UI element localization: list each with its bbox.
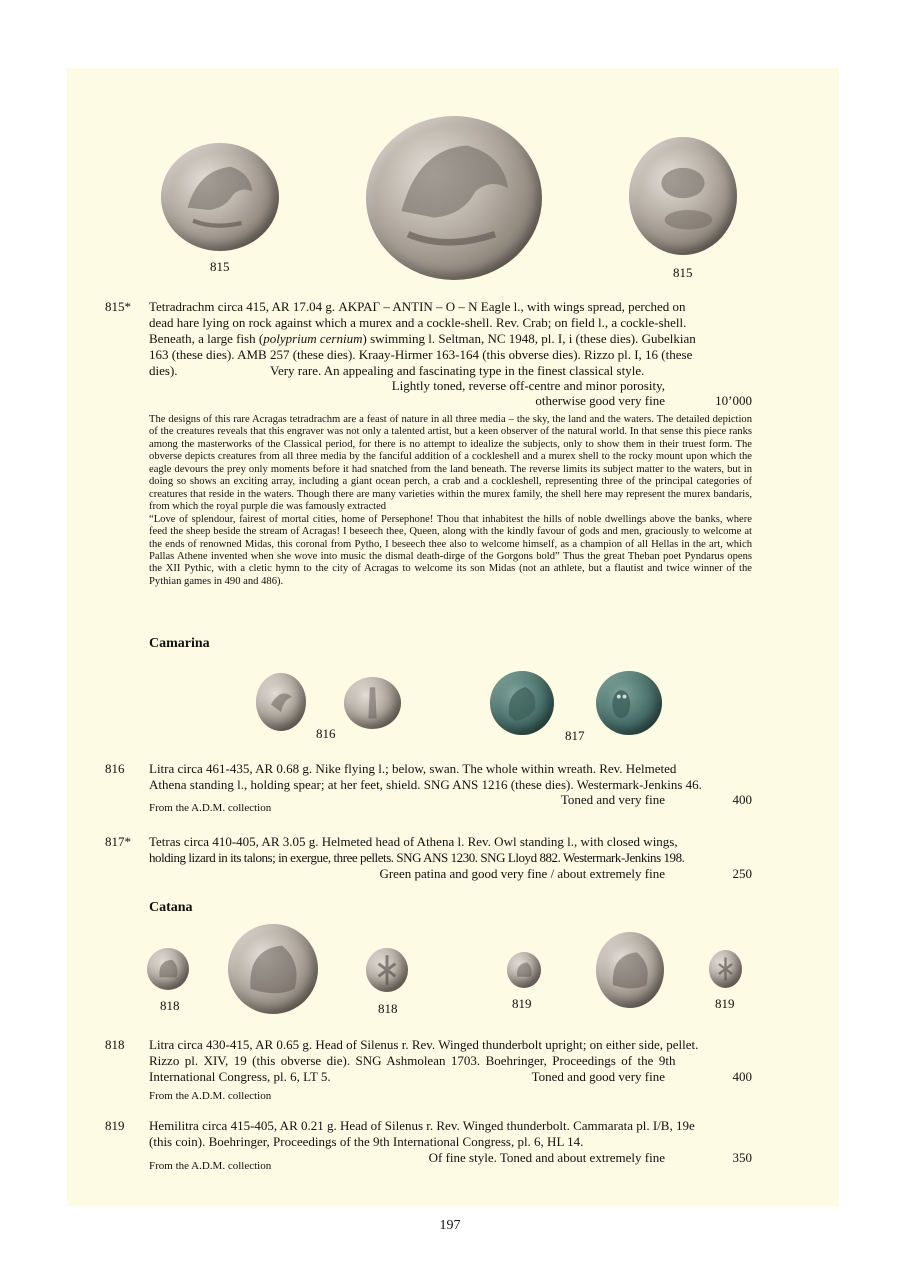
lot-text: ) swimming l. Seltman, NC 1948, pl. I, i (these dies). Gubelkian <box>362 331 696 346</box>
eagle-icon <box>161 143 279 251</box>
lot-line: Hemilitra circa 415-405, AR 0.21 g. Head of Silenus r. Rev. Winged thunderbolt. Cammarata pl. I/B, 19e <box>149 1118 695 1133</box>
lot-price: 400 <box>732 1069 752 1084</box>
lot-number: 817* <box>105 834 131 849</box>
page-number: 197 <box>439 1218 461 1233</box>
lot-description <box>149 761 752 793</box>
lot-line: (this coin). Boehringer, Proceedings of the 9th International Congress, pl. 6, HL 14. <box>149 1134 584 1149</box>
lot-price: 400 <box>732 792 752 807</box>
thunderbolt-icon <box>366 948 408 992</box>
athena-icon <box>344 677 401 729</box>
lot-line <box>149 331 752 347</box>
lot-provenance: From the A.D.M. collection <box>149 802 272 814</box>
lot-number: 818 <box>105 1037 125 1052</box>
lot-line: holding lizard in its talons; in exergue, three pellets. SNG ANS 1230. SNG Lloyd 882. Westermark-Jenkins 198. <box>149 850 685 865</box>
section-heading: Camarina <box>149 636 210 651</box>
lot-line: dies). <box>149 363 178 378</box>
coin-819-reverse-image <box>709 950 742 988</box>
lot-number: 815* <box>105 299 131 314</box>
lot-text: Beneath, a large fish ( <box>149 331 264 346</box>
lot-provenance: From the A.D.M. collection <box>149 1160 272 1172</box>
lot-description <box>149 1118 752 1150</box>
plate-label: 819 <box>512 996 532 1011</box>
essay-paragraph: “Love of splendour, fairest of mortal cities, home of Persephone! Thou that inhabitest the hills of noble dwellings above the banks, where feed the sheep beside the stream of Acragas! I beseech thee, Queen, along with the kindly favour of gods and men, graciously to welcome at the ends of renowned Midas, this coronal from Pytho, I beseech thee also to welcome himself, as a champion of all Hellas in the art, which Pallas Athene invented when she wove into music the dismal death-dirge of the Gorgons bold” Thus the great Theban poet Pyndarus opens the XII Pythic, with a cletic hymn to the city of Acragas to welcome its son Midas (not an athlete, but a flautist and twice winner of the Pythian games in 490 and 486). <box>149 513 752 587</box>
coin-815-reverse-image <box>629 137 737 255</box>
lot-line: 163 (these dies). AMB 257 (these dies). Kraay-Hirmer 163-164 (this obverse dies). Rizzo pl. I, 16 (these <box>149 347 693 362</box>
lot-line: Athena standing l., holding spear; at her feet, shield. SNG ANS 1216 (these dies). Westermark-Jenkins 46. <box>149 777 702 792</box>
nike-icon <box>256 673 306 731</box>
silenus-head-icon <box>507 952 541 988</box>
lot-condition: Toned and very fine <box>560 792 665 807</box>
coin-819-obverse-enlarged-image <box>596 932 664 1008</box>
silenus-head-icon <box>596 932 664 1008</box>
owl-icon <box>596 671 662 735</box>
coin-818-obverse-image <box>147 948 189 990</box>
lot-line: Rizzo pl. XIV, 19 (this obverse die). SNG Ashmolean 1703. Boehringer, Proceedings of the 9th <box>149 1053 676 1068</box>
lot-number: 819 <box>105 1118 125 1133</box>
lot-line: Tetradrachm circa 415, AR 17.04 g. ΑΚΡΑΓ – ΑΝΤΙΝ – Ο – Ν Eagle l., with wings spread, perched on <box>149 299 686 314</box>
lot-line: Litra circa 430-415, AR 0.65 g. Head of Silenus r. Rev. Winged thunderbolt upright; on either side, pellet. <box>149 1037 699 1052</box>
lot-line: Tetras circa 410-405, AR 3.05 g. Helmeted head of Athena l. Rev. Owl standing l., with closed wings, <box>149 834 678 849</box>
coin-818-obverse-enlarged-image <box>228 924 318 1014</box>
coin-817-reverse-image <box>596 671 662 735</box>
coin-815-obverse-image <box>161 143 279 251</box>
lot-condition: otherwise good very fine <box>535 393 665 408</box>
lot-line: dead hare lying on rock against which a murex and a cockle-shell. Rev. Crab; on field l., a cockle-shell. <box>149 315 687 330</box>
section-heading: Catana <box>149 900 193 915</box>
lot-price: 10’000 <box>715 393 752 408</box>
lot-line: Litra circa 461-435, AR 0.68 g. Nike flying l.; below, swan. The whole within wreath. Rev. Helmeted <box>149 761 677 776</box>
lot-essay <box>149 414 752 588</box>
silenus-head-icon <box>147 948 189 990</box>
lot-provenance: From the A.D.M. collection <box>149 1090 272 1102</box>
lot-rarity: Very rare. An appealing and fascinating type in the finest classical style. <box>270 363 645 378</box>
plate-label: 815 <box>210 259 230 274</box>
coin-815-obverse-enlarged-image <box>366 116 542 280</box>
plate-label: 817 <box>565 728 585 743</box>
coin-818-reverse-image <box>366 948 408 992</box>
plate-label: 818 <box>160 998 180 1013</box>
lot-text-italic: polyprium cernium <box>263 331 363 346</box>
lot-line: International Congress, pl. 6, LT 5. <box>149 1069 331 1084</box>
crab-icon <box>629 137 737 255</box>
coin-816-obverse-image <box>256 673 306 731</box>
plate-label: 818 <box>378 1001 398 1016</box>
coin-819-obverse-image <box>507 952 541 988</box>
lot-condition: Green patina and good very fine / about extremely fine <box>379 866 665 881</box>
lot-price: 250 <box>732 866 752 881</box>
lot-condition: Of fine style. Toned and about extremely fine <box>428 1150 665 1165</box>
silenus-head-icon <box>228 924 318 1014</box>
lot-condition: Lightly toned, reverse off-centre and minor porosity, <box>391 378 665 393</box>
plate-label: 819 <box>715 996 735 1011</box>
lot-condition: Toned and good very fine <box>531 1069 665 1084</box>
plate-label: 816 <box>316 726 336 741</box>
lot-price: 350 <box>732 1150 752 1165</box>
plate-label: 815 <box>673 265 693 280</box>
essay-paragraph: The designs of this rare Acragas tetradrachm are a feast of nature in all three media – the sky, the land and the waters. The detailed depiction of the creatures reveals that this engraver was not only a talented artist, but a keen observer of the natural world. In that sense this piece ranks among the masterworks of the Classical period, for there is no attempt to idealize the subjects, only to show them in their truest form. The obverse depicts creatures from all three media by the fanciful addition of a cockleshell and a murex shell to the rocky mount upon which the eagle devours the prey only moments before it had snatched from the land beneath. The reverse limits its subject matter to the waters, but in doing so shows an exciting array, including a giant ocean perch, a crab and a cockleshell, representing three of the principal categories of creatures that reside in the waters. Though there are many varieties within the murex family, the shell here may represent the murex bandaris, from which the royal purple die was famously extracted <box>149 414 752 513</box>
athena-head-icon <box>490 671 554 735</box>
thunderbolt-icon <box>709 950 742 988</box>
coin-817-obverse-image <box>490 671 554 735</box>
coin-816-reverse-image <box>344 677 401 729</box>
lot-number: 816 <box>105 761 125 776</box>
eagle-icon <box>366 116 542 280</box>
lot-description <box>149 834 752 866</box>
